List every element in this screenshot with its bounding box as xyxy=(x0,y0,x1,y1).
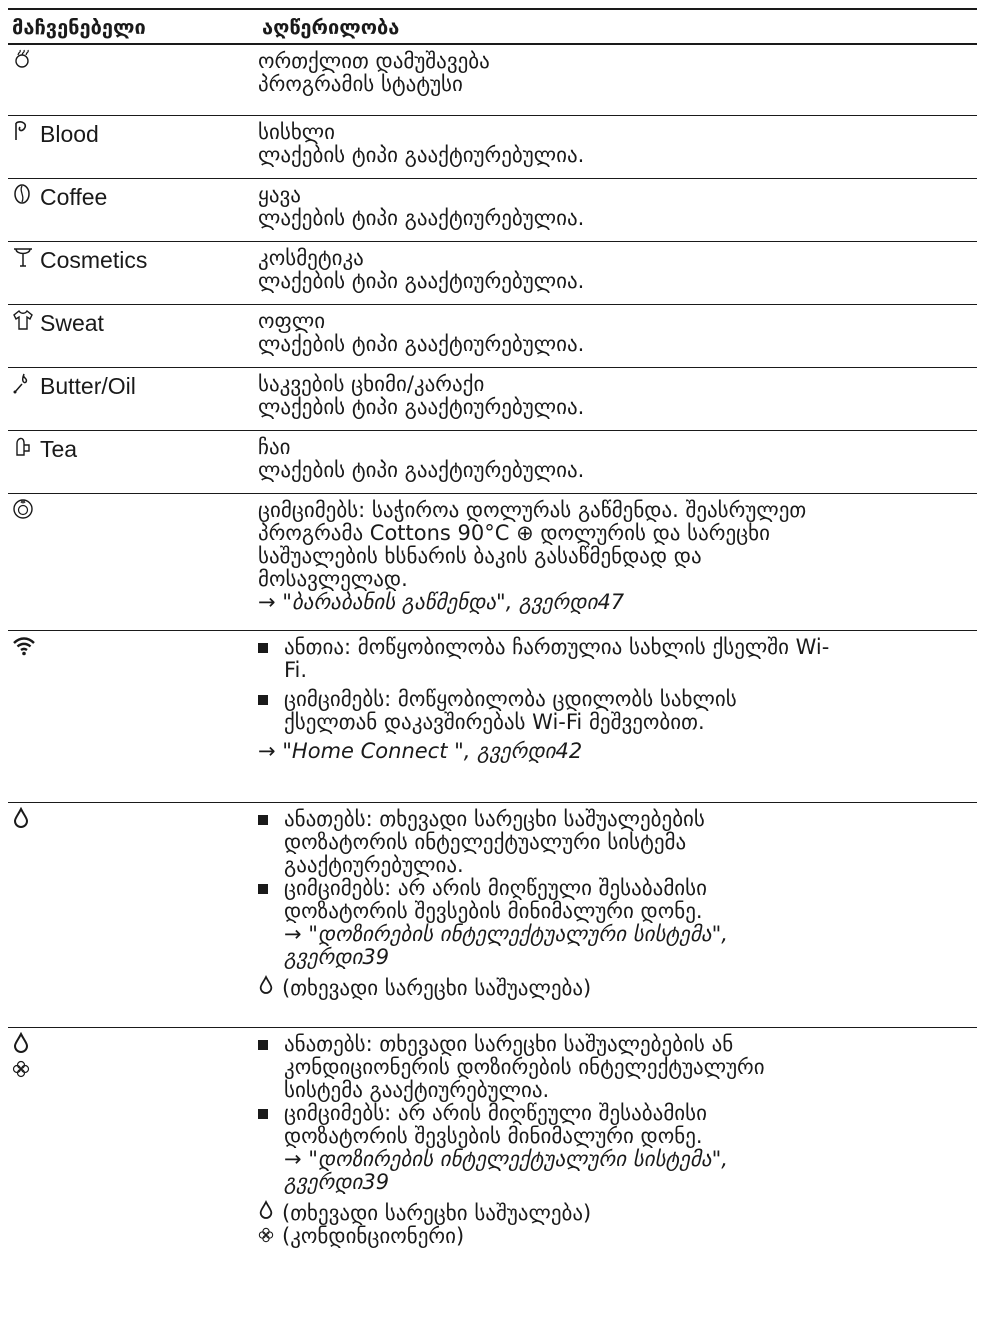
shirt-icon xyxy=(12,309,34,336)
stain-label: Cosmetics xyxy=(40,247,148,273)
legend-note xyxy=(258,1200,977,1225)
header-indicator: მაჩვენებელი xyxy=(12,14,146,39)
page-reference-link[interactable]: → "ბარაბანის გაწმენდა", გვერდი47 xyxy=(258,590,625,614)
table-row xyxy=(8,803,977,1028)
table-row xyxy=(8,305,977,368)
legend-note xyxy=(258,1225,977,1248)
description-line: ციმციმებს: საჭიროა დოლურას გაწმენდა. შეასრულეთ xyxy=(258,498,807,522)
blood-drop-icon xyxy=(12,120,34,147)
stain-label: Butter/Oil xyxy=(40,373,136,399)
drum-clean-icon xyxy=(12,498,34,525)
description-line: მოსავლელად. xyxy=(258,567,408,591)
page-reference-link[interactable]: → "Home Connect ", გვერდი42 xyxy=(258,739,583,763)
table-row xyxy=(8,1028,977,1288)
stain-title: ჩაი xyxy=(258,435,291,459)
list-item xyxy=(258,808,977,877)
bullet-line: ანათებს: თხევადი სარეცხი საშუალებების ან xyxy=(284,1032,734,1056)
list-item xyxy=(258,636,977,682)
stain-title: სისხლი xyxy=(258,120,336,144)
note-text: (კონდინციონერი) xyxy=(282,1224,465,1248)
bullet-line: გააქტიურებულია. xyxy=(284,853,464,877)
oil-icon xyxy=(12,372,34,399)
stain-label: Tea xyxy=(40,436,78,462)
table-row xyxy=(8,242,977,305)
list-item xyxy=(258,688,977,734)
drop-icon xyxy=(12,1032,34,1059)
table-row xyxy=(8,431,977,494)
bullet-line: ციმციმებს: არ არის მიღწეული შესაბამისი xyxy=(284,1101,708,1125)
description-line: პროგრამის სტატუსი xyxy=(258,72,463,96)
stain-desc: ლაქების ტიპი გააქტიურებულია. xyxy=(258,206,585,230)
stain-desc: ლაქების ტიპი გააქტიურებულია. xyxy=(258,395,585,419)
stain-label: Sweat xyxy=(40,310,104,336)
indicator-table xyxy=(8,8,977,1288)
table-row xyxy=(8,45,977,116)
bullet-line: დოზატორის ინტელექტუალური სისტემა xyxy=(284,830,687,854)
list-item xyxy=(258,1102,977,1194)
drop-icon xyxy=(258,1200,274,1225)
legend-note xyxy=(258,975,977,1000)
bullet-line: კონდიციონერის დოზირების ინტელექტუალური xyxy=(284,1055,765,1079)
bullet-line: ანათებს: თხევადი სარეცხი საშუალებების xyxy=(284,807,705,831)
page-reference-link[interactable]: → "დოზირების ინტელექტუალური სისტემა", xyxy=(284,922,728,946)
table-row xyxy=(8,368,977,431)
table-row xyxy=(8,631,977,803)
flower-icon xyxy=(12,1059,34,1083)
bullet-line: სისტემა გააქტიურებულია. xyxy=(284,1078,550,1102)
bullet-line: ანთია: მოწყობილობა ჩართულია სახლის ქსელში Wi- xyxy=(284,635,830,659)
stain-title: საკვების ცხიმი/კარაქი xyxy=(258,372,485,396)
stain-title: ოფლი xyxy=(258,309,326,333)
stain-title: კოსმეტიკა xyxy=(258,246,364,270)
cosmetics-icon xyxy=(12,246,34,273)
tea-icon xyxy=(12,435,34,462)
stain-label: Blood xyxy=(40,121,99,147)
bullet-line: ციმციმებს: მოწყობილობა ცდილობს სახლის xyxy=(284,687,737,711)
wifi-icon xyxy=(12,635,34,662)
coffee-bean-icon xyxy=(12,183,34,210)
note-text: (თხევადი სარეცხი საშუალება) xyxy=(282,1201,592,1225)
description-line: საშუალების ხსნარის ბაკის გასაწმენდად და xyxy=(258,544,702,568)
table-row xyxy=(8,116,977,179)
drop-icon xyxy=(258,975,274,1000)
stain-label: Coffee xyxy=(40,184,108,210)
stain-desc: ლაქების ტიპი გააქტიურებულია. xyxy=(258,143,585,167)
table-header xyxy=(8,8,977,45)
list-item xyxy=(258,1033,977,1102)
spin-icon xyxy=(12,49,34,74)
bullet-line: დოზატორის შევსების მინიმალური დონე. xyxy=(284,899,703,923)
bullet-line: Fi. xyxy=(284,658,308,682)
header-description: აღწერილობა xyxy=(262,14,400,39)
bullet-line: ციმციმებს: არ არის მიღწეული შესაბამისი xyxy=(284,876,708,900)
stain-desc: ლაქების ტიპი გააქტიურებულია. xyxy=(258,332,585,356)
bullet-line: დოზატორის შევსების მინიმალური დონე. xyxy=(284,1124,703,1148)
table-row xyxy=(8,494,977,631)
table-row xyxy=(8,179,977,242)
flower-icon xyxy=(258,1225,274,1248)
stain-title: ყავა xyxy=(258,183,301,207)
drop-icon xyxy=(12,807,34,834)
description-line: ორთქლით დამუშავება xyxy=(258,49,490,73)
page-reference-link[interactable]: გვერდი39 xyxy=(284,945,390,969)
stain-desc: ლაქების ტიპი გააქტიურებულია. xyxy=(258,458,585,482)
list-item xyxy=(258,877,977,969)
page-reference-link[interactable]: გვერდი39 xyxy=(284,1170,390,1194)
stain-desc: ლაქების ტიპი გააქტიურებულია. xyxy=(258,269,585,293)
note-text: (თხევადი სარეცხი საშუალება) xyxy=(282,976,592,1000)
bullet-line: ქსელთან დაკავშირებას Wi-Fi მეშვეობით. xyxy=(284,710,705,734)
description-line: პროგრამა Cottons 90°C ⊕ დოლურის და სარეცხი xyxy=(258,521,770,545)
page-reference-link[interactable]: → "დოზირების ინტელექტუალური სისტემა", xyxy=(284,1147,728,1171)
